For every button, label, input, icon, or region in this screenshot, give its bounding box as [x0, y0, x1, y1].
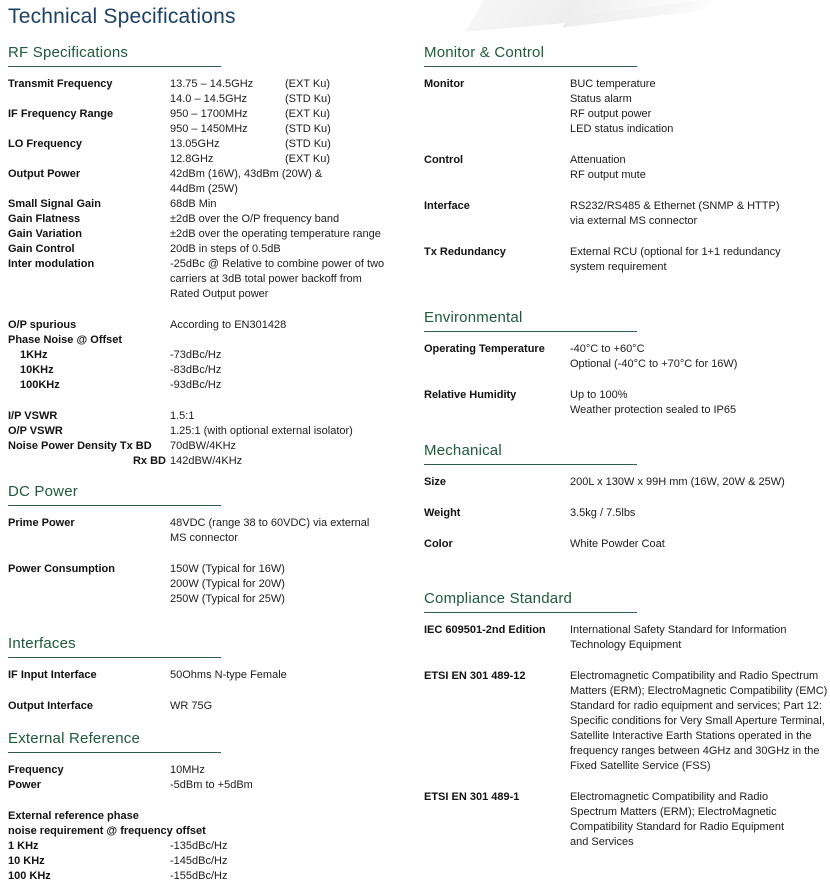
spec-values	[170, 257, 424, 302]
spec-value-line: Optional (-40°C to +70°C for 16W)	[570, 358, 738, 370]
spec-value-line: ±2dB over the O/P frequency band	[170, 213, 340, 225]
spec-value-line: 44dBm (25W)	[170, 183, 238, 195]
spec-row	[8, 854, 424, 869]
spec-label	[8, 778, 170, 793]
spec-row	[8, 257, 424, 302]
spec-label	[8, 516, 170, 546]
spec-label	[8, 869, 170, 884]
spec-value-line: Satellite Interactive Earth Stations operated in the	[570, 730, 812, 742]
spec-value-text: 950 – 1450MHz	[170, 123, 248, 135]
spec-value-line: 1.25:1 (with optional external isolator)	[170, 425, 353, 437]
spec-values	[170, 348, 424, 363]
spec-row	[424, 388, 822, 418]
spec-values	[570, 77, 822, 137]
spec-row	[8, 333, 424, 348]
spec-label	[8, 699, 170, 714]
spec-row	[8, 348, 424, 363]
spec-columns	[8, 30, 828, 884]
spec-value-line: Electromagnetic Compatibility and Radio Spectrum	[570, 670, 819, 682]
spec-value-line: 50Ohms N-type Female	[170, 669, 287, 681]
spec-values	[170, 562, 424, 607]
spec-section	[424, 309, 822, 418]
spec-row	[8, 409, 424, 424]
spec-label-line: Weight	[424, 507, 461, 519]
spec-label	[8, 439, 170, 469]
spec-label-line: Gain Flatness	[8, 213, 81, 225]
spec-value-text: 950 – 1700MHz	[170, 108, 248, 120]
spec-row	[424, 245, 822, 275]
section-heading: DC Power	[8, 483, 221, 506]
spec-row	[8, 167, 424, 197]
spec-values	[170, 242, 424, 257]
spec-values	[170, 839, 424, 854]
spec-label	[8, 839, 170, 854]
spec-label	[424, 475, 570, 490]
spec-value-line: Weather protection sealed to IP65	[570, 404, 737, 416]
spec-values	[170, 869, 424, 884]
section-heading: Compliance Standard	[424, 590, 637, 613]
spec-label	[8, 763, 170, 778]
spec-section	[424, 590, 828, 850]
spec-values	[170, 227, 424, 242]
spec-section	[8, 635, 424, 714]
spec-row	[8, 809, 424, 839]
spec-row	[8, 378, 424, 393]
spec-values	[170, 668, 424, 683]
spec-label	[8, 227, 170, 242]
spec-label-line: IF Frequency Range	[8, 108, 114, 120]
spec-value-line: -25dBc @ Relative to combine power of two	[170, 258, 385, 270]
spec-value-line: 20dB in steps of 0.5dB	[170, 243, 281, 255]
spec-value-line: Fixed Satellite Service (FSS)	[570, 760, 711, 772]
spec-value-line	[170, 122, 424, 137]
spec-label	[8, 257, 170, 302]
spec-value-line: 68dB Min	[170, 198, 217, 210]
spec-label	[424, 199, 570, 229]
spec-values	[170, 363, 424, 378]
spec-label-line-right: Rx BD	[132, 455, 166, 467]
spec-value-line: 42dBm (16W), 43dBm (20W) &	[170, 168, 323, 180]
spec-value-line: BUC temperature	[570, 78, 656, 90]
spec-values	[170, 318, 424, 333]
spec-label	[8, 854, 170, 869]
spec-row	[424, 790, 822, 850]
spec-value-line: -145dBc/Hz	[170, 855, 228, 867]
spec-value-line: 200W (Typical for 20W)	[170, 578, 285, 590]
spec-value-line	[170, 107, 424, 122]
spec-value-text: 14.0 – 14.5GHz	[170, 93, 248, 105]
spec-value-line: According to EN301428	[170, 319, 287, 331]
spec-value-line: 3.5kg / 7.5lbs	[570, 507, 636, 519]
spec-label	[8, 212, 170, 227]
right-column	[424, 30, 828, 850]
spec-value-text: 13.75 – 14.5GHz	[170, 78, 254, 90]
spec-label-line: 10KHz	[20, 364, 54, 376]
spec-label-line: I/P VSWR	[8, 410, 58, 422]
spec-value-line: Rated Output power	[170, 288, 269, 300]
spec-value-line: Status alarm	[570, 93, 632, 105]
section-heading: External Reference	[8, 730, 221, 753]
spec-row	[424, 153, 822, 183]
spec-row	[8, 763, 424, 778]
spec-row	[8, 668, 424, 683]
spec-row	[8, 516, 424, 546]
spec-label-line: Gain Control	[8, 243, 75, 255]
spec-label	[8, 167, 170, 197]
spec-value-line: 48VDC (range 38 to 60VDC) via external	[170, 517, 370, 529]
spec-label	[8, 668, 170, 683]
spec-values	[170, 424, 424, 439]
section-heading: Interfaces	[8, 635, 221, 658]
spec-value-line: Spectrum Matters (ERM); ElectroMagnetic	[570, 806, 777, 818]
spec-label-line: Interface	[424, 200, 470, 212]
spec-row	[8, 212, 424, 227]
spec-value-line: Electromagnetic Compatibility and Radio	[570, 791, 769, 803]
spec-label	[8, 333, 170, 348]
spec-label	[8, 348, 170, 363]
spec-row	[8, 869, 424, 884]
spec-row	[8, 197, 424, 212]
spec-values	[170, 854, 424, 869]
spec-value-line: Specific conditions for Very Small Aperture Terminal,	[570, 715, 825, 727]
spec-row	[8, 137, 424, 167]
spec-label-line: IEC 609501-2nd Edition	[424, 624, 546, 636]
spec-label-line: Control	[424, 154, 464, 166]
spec-value-line: White Powder Coat	[570, 538, 665, 550]
spec-value-line: 70dBW/4KHz	[170, 440, 237, 452]
spec-label-line: Output Interface	[8, 700, 93, 712]
spec-value-line: WR 75G	[170, 700, 213, 712]
spec-value-line: External RCU (optional for 1+1 redundancy	[570, 246, 781, 258]
spec-row	[8, 107, 424, 137]
spec-label	[424, 623, 570, 653]
spec-value-line: RF output power	[570, 108, 652, 120]
spec-row	[8, 318, 424, 333]
spec-row	[424, 77, 822, 137]
spec-value-line: -93dBc/Hz	[170, 379, 222, 391]
spec-values	[570, 342, 822, 372]
spec-label	[8, 77, 170, 107]
section-heading: Monitor & Control	[424, 44, 637, 67]
spec-label-line: 100 KHz	[8, 870, 51, 882]
spec-values	[170, 378, 424, 393]
spec-label-line: Prime Power	[8, 517, 75, 529]
spec-label	[8, 562, 170, 607]
spec-value-note: (STD Ku)	[285, 93, 331, 105]
spec-label-line: ETSI EN 301 489-1	[424, 791, 520, 803]
spec-label-line: O/P spurious	[8, 319, 77, 331]
spec-row	[8, 77, 424, 107]
spec-label	[424, 388, 570, 418]
spec-label	[424, 669, 570, 774]
spec-label-line: Power	[8, 779, 42, 791]
spec-row	[424, 537, 822, 552]
spec-label	[424, 342, 570, 372]
spec-value-line: 150W (Typical for 16W)	[170, 563, 285, 575]
spec-value-line: -135dBc/Hz	[170, 840, 228, 852]
spec-value-line: Attenuation	[570, 154, 626, 166]
section-heading: RF Specifications	[8, 44, 221, 67]
spec-section	[424, 44, 822, 275]
spec-value-line	[170, 152, 424, 167]
spec-section	[8, 483, 424, 607]
spec-label-line: Inter modulation	[8, 258, 95, 270]
spec-label-line: ETSI EN 301 489-12	[424, 670, 526, 682]
spec-value-line: Standard for radio equipment and services; Part 12:	[570, 700, 822, 712]
spec-values	[570, 790, 822, 850]
spec-label-line: Small Signal Gain	[8, 198, 101, 210]
spec-values	[170, 77, 424, 107]
spec-value-line: 1.5:1	[170, 410, 195, 422]
spec-label	[424, 506, 570, 521]
spec-value-line: MS connector	[170, 532, 238, 544]
spec-row	[8, 778, 424, 793]
spec-value-line	[170, 77, 424, 92]
page-title: Technical Specifications	[8, 5, 236, 28]
spec-value-line: Compatibility Standard for Radio Equipment	[570, 821, 785, 833]
spec-section	[8, 44, 424, 469]
spec-row	[424, 669, 828, 774]
spec-value-line: Technology Equipment	[570, 639, 682, 651]
spec-value-line: 200L x 130W x 99H mm (16W, 20W & 25W)	[570, 476, 785, 488]
spec-label-line: Frequency	[8, 764, 64, 776]
spec-label	[424, 153, 570, 183]
spec-label-line: LO Frequency	[8, 138, 82, 150]
spec-value-line: and Services	[570, 836, 634, 848]
spec-row	[8, 242, 424, 257]
spec-values	[570, 245, 822, 275]
spec-value-line: RF output mute	[570, 169, 646, 181]
spec-values	[570, 669, 828, 774]
spec-label-line: Size	[424, 476, 447, 488]
spec-row	[8, 839, 424, 854]
spec-values	[170, 197, 424, 212]
spec-label	[8, 242, 170, 257]
spec-value-line: International Safety Standard for Information	[570, 624, 787, 636]
spec-label	[8, 378, 170, 393]
spec-label-line: 10 KHz	[8, 855, 45, 867]
spec-values	[170, 137, 424, 167]
spec-row	[8, 424, 424, 439]
spec-value-text: 13.05GHz	[170, 138, 220, 150]
spec-value-line: ±2dB over the operating temperature range	[170, 228, 381, 240]
spec-values	[170, 439, 424, 469]
spec-value-line: carriers at 3dB total power backoff from	[170, 273, 362, 285]
spec-value-line: -73dBc/Hz	[170, 349, 222, 361]
spec-label-line: 1KHz	[20, 349, 48, 361]
spec-label-multiline	[8, 809, 424, 839]
spec-section	[424, 442, 822, 552]
spec-label	[8, 363, 170, 378]
spec-label-line: Phase Noise @ Offset	[8, 334, 123, 346]
spec-label-line: O/P VSWR	[8, 425, 63, 437]
spec-label	[8, 137, 170, 167]
spec-label	[8, 409, 170, 424]
spec-values	[570, 623, 822, 653]
spec-label	[424, 537, 570, 552]
spec-value-text: 12.8GHz	[170, 153, 214, 165]
spec-row	[8, 699, 424, 714]
spec-label-line: Noise Power Density Tx BD	[8, 440, 152, 452]
spec-label-line: 100KHz	[20, 379, 60, 391]
spec-value-line: LED status indication	[570, 123, 674, 135]
spec-row	[8, 439, 424, 469]
spec-label-line: Transmit Frequency	[8, 78, 113, 90]
spec-value-line: Up to 100%	[570, 389, 628, 401]
spec-label-line: Color	[424, 538, 453, 550]
spec-value-line: system requirement	[570, 261, 667, 273]
spec-values	[570, 506, 822, 521]
spec-value-line: via external MS connector	[570, 215, 698, 227]
spec-label	[424, 77, 570, 137]
spec-value-note: (EXT Ku)	[285, 108, 331, 120]
spec-label-line: Operating Temperature	[424, 343, 545, 355]
section-heading: Mechanical	[424, 442, 637, 465]
spec-label	[424, 245, 570, 275]
spec-value-note: (EXT Ku)	[285, 78, 331, 90]
spec-value-note: (STD Ku)	[285, 123, 331, 135]
spec-row	[424, 623, 822, 653]
spec-label-line: Output Power	[8, 168, 81, 180]
spec-label-line: Tx Redundancy	[424, 246, 506, 258]
spec-value-line: -40°C to +60°C	[570, 343, 645, 355]
section-heading: Environmental	[424, 309, 637, 332]
spec-value-line: -155dBc/Hz	[170, 870, 228, 882]
spec-label	[8, 318, 170, 333]
spec-section	[8, 730, 424, 884]
spec-value-note: (EXT Ku)	[285, 153, 331, 165]
spec-label	[8, 197, 170, 212]
spec-value-note: (STD Ku)	[285, 138, 331, 150]
left-column	[8, 30, 424, 884]
spec-value-line: frequency ranges between 4GHz and 30GHz in the	[570, 745, 820, 757]
spec-values	[570, 199, 822, 229]
spec-row	[424, 199, 822, 229]
spec-values	[570, 475, 822, 490]
spec-values	[170, 763, 424, 778]
spec-label-line: noise requirement @ frequency offset	[8, 825, 206, 837]
spec-values	[570, 537, 822, 552]
spec-values	[170, 107, 424, 137]
spec-value-line: -83dBc/Hz	[170, 364, 222, 376]
spec-value-line: 142dBW/4KHz	[170, 455, 243, 467]
spec-value-line: Matters (ERM); ElectroMagnetic Compatibility (EMC)	[570, 685, 828, 697]
spec-label-line: External reference phase	[8, 810, 139, 822]
spec-values	[170, 333, 424, 348]
spec-value-line: 250W (Typical for 25W)	[170, 593, 285, 605]
spec-values	[570, 388, 822, 418]
spec-value-line	[170, 137, 424, 152]
spec-values	[170, 516, 424, 546]
spec-value-line	[170, 92, 424, 107]
spec-values	[170, 699, 424, 714]
spec-values	[170, 409, 424, 424]
spec-values	[170, 778, 424, 793]
spec-label	[8, 424, 170, 439]
spec-row	[8, 227, 424, 242]
spec-label-line: Gain Variation	[8, 228, 82, 240]
spec-row	[8, 562, 424, 607]
spec-row	[8, 363, 424, 378]
spec-label-line: Relative Humidity	[424, 389, 517, 401]
spec-row	[424, 342, 822, 372]
spec-values	[570, 153, 822, 183]
spec-value-line: RS232/RS485 & Ethernet (SNMP & HTTP)	[570, 200, 780, 212]
spec-label-line: Power Consumption	[8, 563, 115, 575]
spec-label	[424, 790, 570, 850]
spec-label-line: 1 KHz	[8, 840, 39, 852]
spec-value-line: 10MHz	[170, 764, 205, 776]
spec-row	[424, 475, 822, 490]
spec-value-line: -5dBm to +5dBm	[170, 779, 253, 791]
spec-label-line: Monitor	[424, 78, 465, 90]
spec-row	[424, 506, 822, 521]
spec-label-line: IF Input Interface	[8, 669, 97, 681]
spec-values	[170, 212, 424, 227]
spec-label	[8, 107, 170, 137]
spec-values	[170, 167, 424, 197]
